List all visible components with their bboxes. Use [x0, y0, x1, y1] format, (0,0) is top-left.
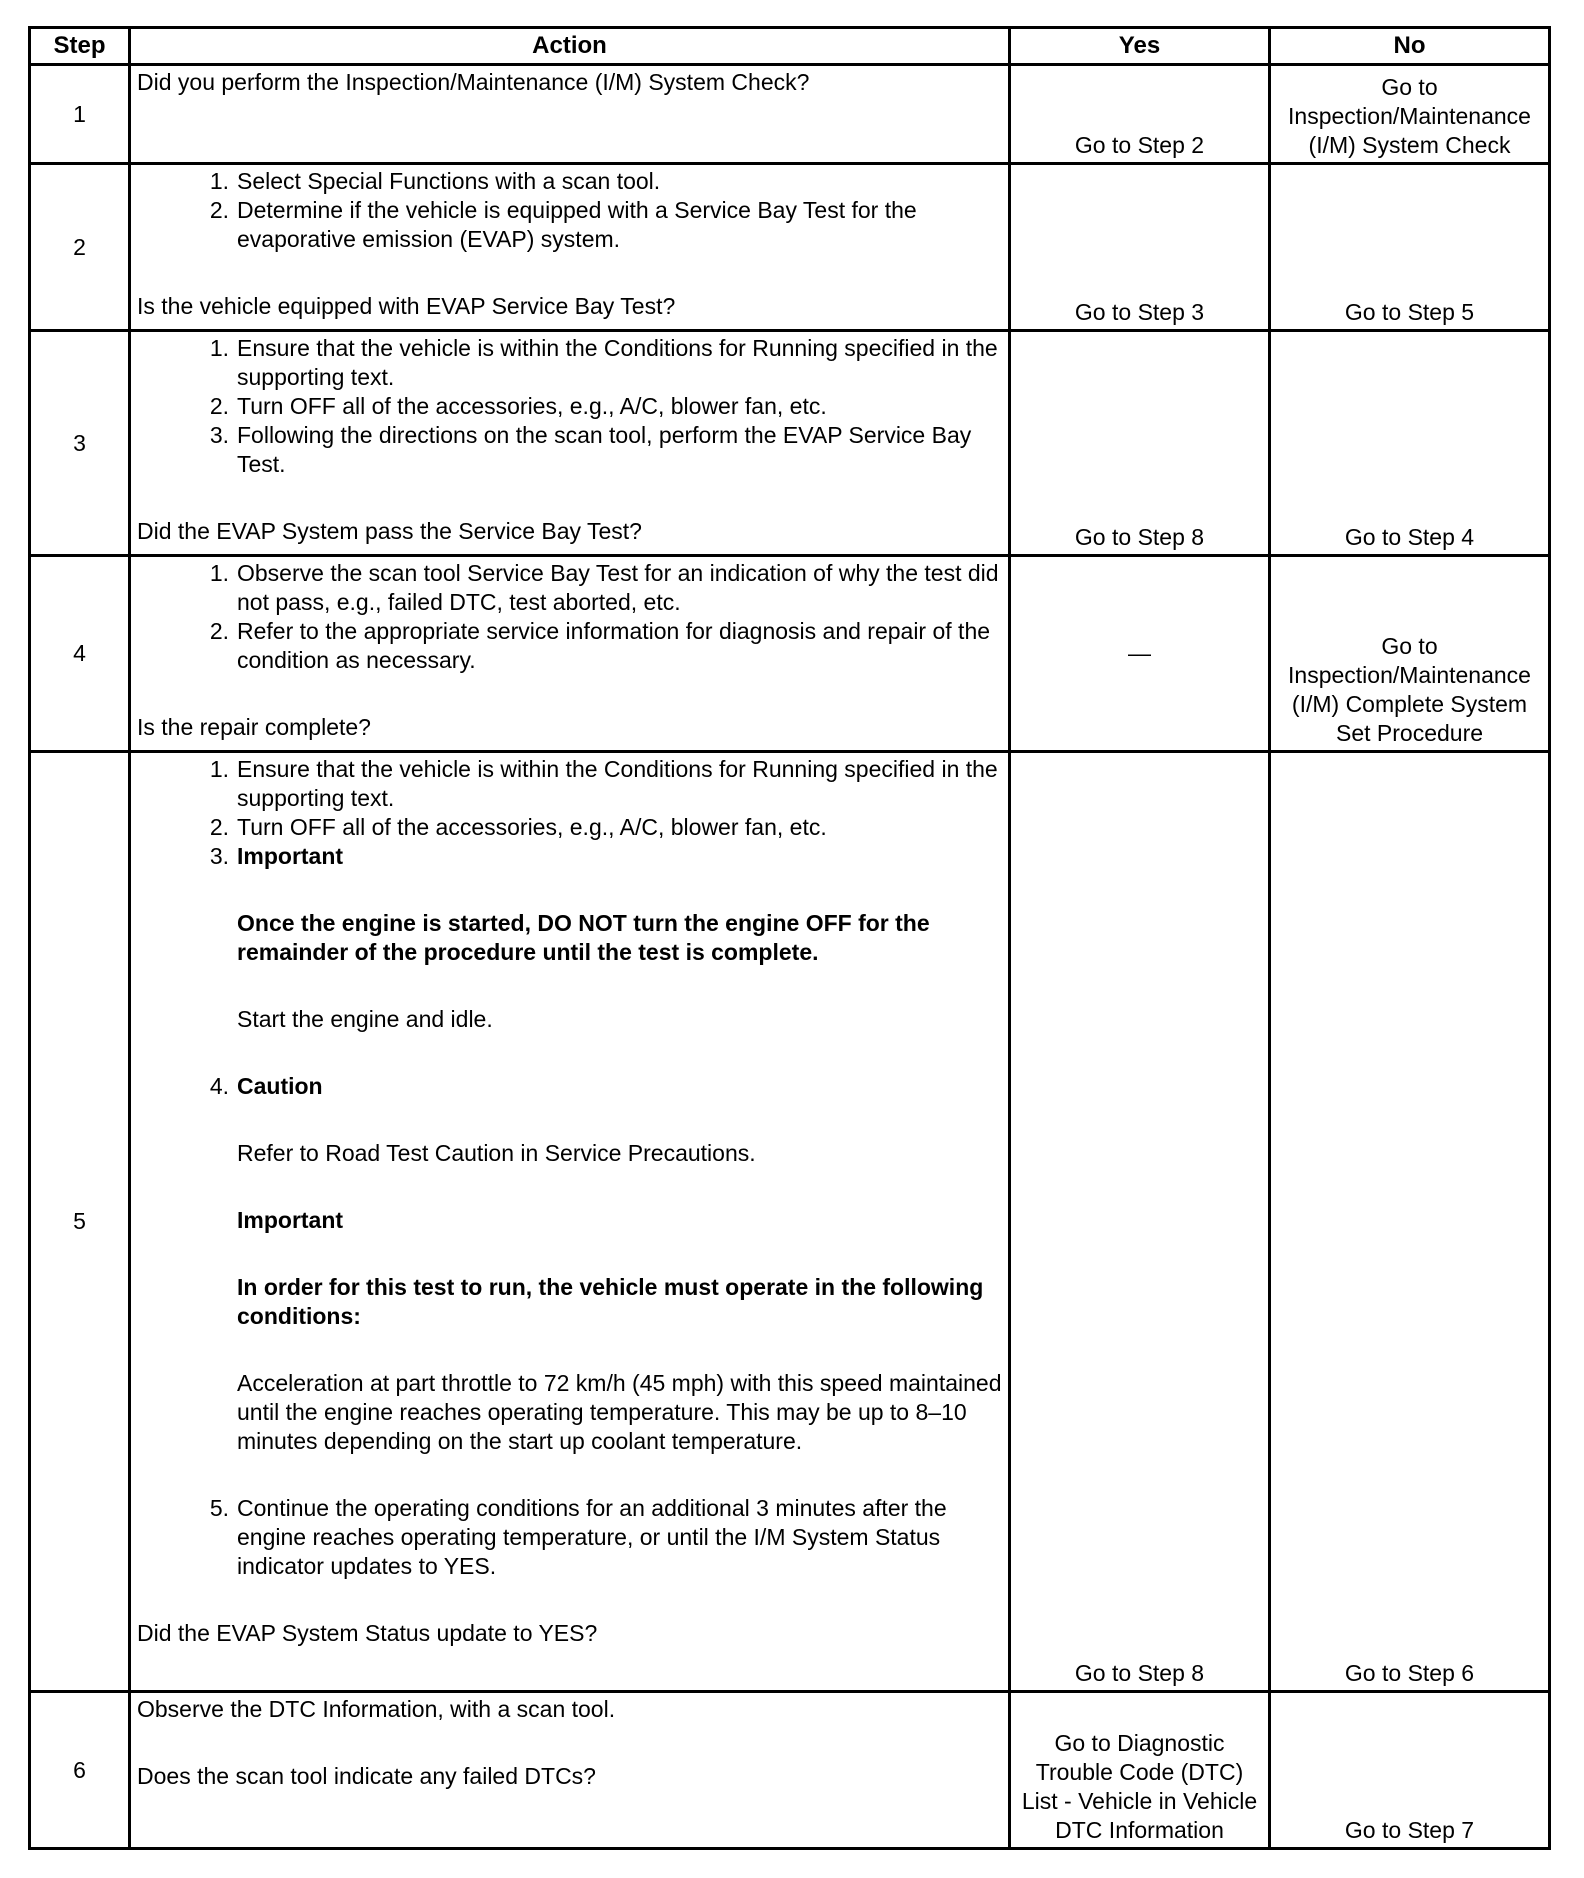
- no-link[interactable]: Go to Step 6: [1270, 752, 1550, 1692]
- important-heading: Important: [237, 843, 344, 869]
- list-item: [137, 334, 1002, 392]
- item-text: Select Special Functions with a scan tool.: [237, 168, 661, 194]
- item-number: 3.: [209, 843, 229, 869]
- item-text: [237, 1072, 1002, 1456]
- header-row: [30, 28, 1550, 65]
- no-link[interactable]: Go to Step 7: [1270, 1692, 1550, 1849]
- item-text: Observe the scan tool Service Bay Test for an indication of why the test did not pass, e.g., failed DTC, test aborted, etc.: [237, 560, 999, 615]
- item-number: 1.: [209, 560, 229, 586]
- yes-link[interactable]: Go to Diagnostic Trouble Code (DTC) List - Vehicle in Vehicle DTC Information: [1010, 1692, 1270, 1849]
- no-link[interactable]: Go to Step 5: [1270, 164, 1550, 331]
- list-item: [137, 1494, 1002, 1581]
- yes-link[interactable]: Go to Step 8: [1010, 752, 1270, 1692]
- item-number: 1.: [209, 756, 229, 782]
- important-note: In order for this test to run, the vehicle must operate in the following conditions:: [237, 1274, 984, 1329]
- item-number: 4.: [209, 1073, 229, 1099]
- yes-link[interactable]: Go to Step 2: [1010, 65, 1270, 164]
- instruction-list: [137, 755, 1002, 1581]
- yes-link[interactable]: Go to Step 3: [1010, 164, 1270, 331]
- item-number: 2.: [209, 618, 229, 644]
- item-text: Following the directions on the scan tool, perform the EVAP Service Bay Test.: [237, 422, 972, 477]
- instruction-list: [137, 167, 1002, 254]
- question-text: Did the EVAP System pass the Service Bay Test?: [137, 518, 642, 544]
- no-link[interactable]: Go to Inspection/Maintenance (I/M) System Check: [1270, 65, 1550, 164]
- important-note: Once the engine is started, DO NOT turn the engine OFF for the remainder of the procedure until the test is complete.: [237, 910, 930, 965]
- action-cell: [130, 65, 1010, 164]
- list-item: [137, 1072, 1002, 1456]
- action-cell: [130, 331, 1010, 556]
- instruction-text: Start the engine and idle.: [237, 1006, 493, 1032]
- step-number: 1: [30, 65, 130, 164]
- list-item: [137, 842, 1002, 1034]
- item-text: Ensure that the vehicle is within the Conditions for Running specified in the supporting text.: [237, 335, 998, 390]
- question-text: Did you perform the Inspection/Maintenance (I/M) System Check?: [137, 69, 810, 95]
- question-text: Did the EVAP System Status update to YES?: [137, 1620, 598, 1646]
- item-number: 2.: [209, 814, 229, 840]
- item-text: Turn OFF all of the accessories, e.g., A/C, blower fan, etc.: [237, 393, 827, 419]
- header-step: Step: [30, 28, 130, 65]
- no-link[interactable]: Go to Inspection/Maintenance (I/M) Complete System Set Procedure: [1270, 556, 1550, 752]
- instruction-list: [137, 334, 1002, 479]
- header-action: Action: [130, 28, 1010, 65]
- step-number: 4: [30, 556, 130, 752]
- header-no: No: [1270, 28, 1550, 65]
- instruction-text: Observe the DTC Information, with a scan tool.: [137, 1696, 616, 1722]
- item-number: 5.: [209, 1495, 229, 1521]
- list-item: [137, 617, 1002, 675]
- item-number: 1.: [209, 335, 229, 361]
- table-row: [30, 164, 1550, 331]
- action-cell: [130, 164, 1010, 331]
- item-text: Continue the operating conditions for an additional 3 minutes after the engine reaches operating temperature, or until the I/M System Status indicator updates to YES.: [237, 1495, 947, 1579]
- table-row: [30, 752, 1550, 1692]
- action-cell: [130, 556, 1010, 752]
- item-number: 1.: [209, 168, 229, 194]
- action-cell: [130, 1692, 1010, 1849]
- step-number: 5: [30, 752, 130, 1692]
- list-item: [137, 167, 1002, 196]
- question-text: Is the repair complete?: [137, 714, 371, 740]
- caution-text: Refer to Road Test Caution in Service Precautions.: [237, 1140, 756, 1166]
- item-number: 2.: [209, 197, 229, 223]
- item-text: Determine if the vehicle is equipped with a Service Bay Test for the evaporative emission (EVAP) system.: [237, 197, 917, 252]
- list-item: [137, 392, 1002, 421]
- item-number: 2.: [209, 393, 229, 419]
- list-item: [137, 813, 1002, 842]
- step-number: 3: [30, 331, 130, 556]
- question-text: Is the vehicle equipped with EVAP Service Bay Test?: [137, 293, 676, 319]
- list-item: [137, 421, 1002, 479]
- action-cell: [130, 752, 1010, 1692]
- diagnostic-table: [28, 26, 1551, 1850]
- yes-link[interactable]: Go to Step 8: [1010, 331, 1270, 556]
- question-text: Does the scan tool indicate any failed DTCs?: [137, 1763, 596, 1789]
- table-row: [30, 1692, 1550, 1849]
- list-item: [137, 196, 1002, 254]
- table-row: [30, 331, 1550, 556]
- step-number: 6: [30, 1692, 130, 1849]
- important-heading: Important: [237, 1207, 344, 1233]
- yes-dash: —: [1010, 556, 1270, 752]
- item-text: Turn OFF all of the accessories, e.g., A/C, blower fan, etc.: [237, 814, 827, 840]
- caution-heading: Caution: [237, 1073, 323, 1099]
- item-text: Refer to the appropriate service information for diagnosis and repair of the condition as necessary.: [237, 618, 991, 673]
- table-row: [30, 65, 1550, 164]
- item-text: Ensure that the vehicle is within the Conditions for Running specified in the supporting text.: [237, 756, 998, 811]
- instruction-list: [137, 559, 1002, 675]
- step-number: 2: [30, 164, 130, 331]
- item-text: [237, 842, 1002, 1034]
- list-item: [137, 559, 1002, 617]
- table-row: [30, 556, 1550, 752]
- list-item: [137, 755, 1002, 813]
- item-number: 3.: [209, 422, 229, 448]
- header-yes: Yes: [1010, 28, 1270, 65]
- no-link[interactable]: Go to Step 4: [1270, 331, 1550, 556]
- instruction-text: Acceleration at part throttle to 72 km/h (45 mph) with this speed maintained until the engine reaches operating temperature. This may be up to 8–10 minutes depending on the start up coolant temperature.: [237, 1370, 1002, 1454]
